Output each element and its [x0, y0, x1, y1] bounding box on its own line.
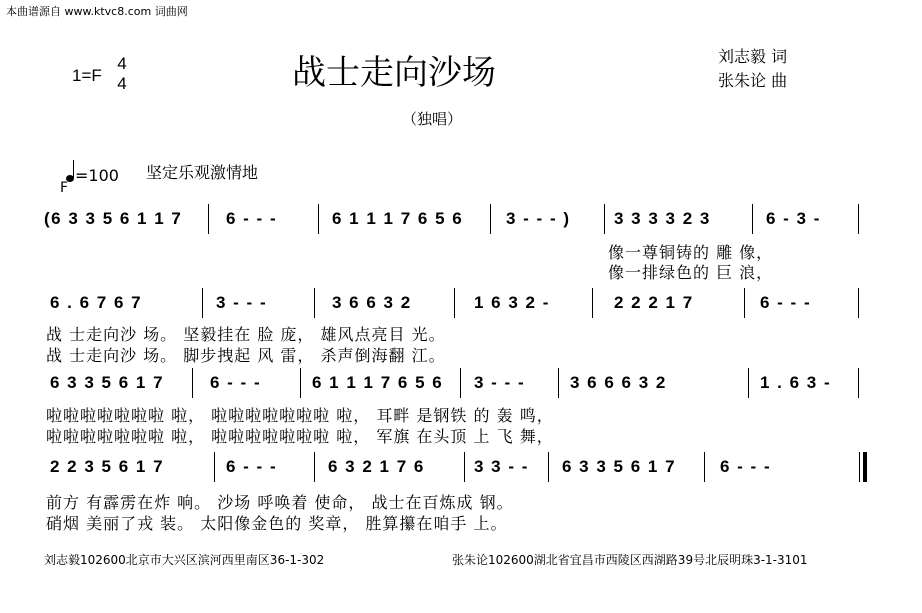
measure: 3 6 6 3 2 [332, 293, 412, 312]
measure: 6 3 2 1 7 6 [328, 457, 425, 476]
measure: 6 3 3 5 6 1 7 [50, 373, 165, 392]
source-header: 本曲谱源自 www.ktvc8.com 词曲网 [6, 5, 188, 18]
song-subtitle: （独唱） [402, 110, 463, 128]
staff-system-1 [44, 204, 862, 236]
lyric-line: 硝烟 美丽了戎 装。 太阳像金色的 奖章， 胜算攥在咱手 上。 [46, 514, 508, 533]
song-title: 战士走向沙场 [292, 53, 496, 93]
measure: (6 3 3 5 6 1 1 7 [44, 209, 183, 228]
staff-system-4 [44, 452, 862, 484]
staff-system-3 [44, 368, 862, 400]
measure: 3 - - - [216, 293, 268, 312]
lyricist-address: 刘志毅102600北京市大兴区滨河西里南区36-1-302 [44, 553, 325, 567]
measure: 6 - - - [226, 209, 278, 228]
time-signature [114, 54, 130, 94]
composer-address: 张朱论102600湖北省宜昌市西陵区西湖路39号北辰明珠3-1-3101 [452, 553, 808, 567]
measure: 2 2 3 5 6 1 7 [50, 457, 165, 476]
lyricist-credit: 刘志毅 词 [718, 47, 788, 66]
lyric-line: 啦啦啦啦啦啦啦 啦， 啦啦啦啦啦啦啦 啦， 耳畔 是钢铁 的 轰 鸣， [46, 406, 554, 425]
final-barline [859, 452, 867, 482]
measure: 6 3 3 5 6 1 7 [562, 457, 677, 476]
measure: 3 - - - [474, 373, 526, 392]
lyric-line: 前方 有霹雳在炸 响。 沙场 呼唤着 使命， 战士在百炼成 钢。 [46, 493, 514, 512]
tempo-marking [66, 166, 119, 185]
mood-marking: 坚定乐观激情地 [146, 163, 259, 182]
measure: 6 1 1 1 7 6 5 6 [332, 209, 464, 228]
measure: 3 - - - ) [506, 209, 571, 228]
lyric-line: 战 士走向沙 场。 脚步拽起 风 雷， 杀声倒海翻 江。 [46, 346, 446, 365]
lyric-line: 啦啦啦啦啦啦啦 啦， 啦啦啦啦啦啦啦 啦， 军旗 在头顶 上 飞 舞， [46, 427, 554, 446]
composer-credit: 张朱论 曲 [718, 71, 788, 90]
measure: 1 6 3 2 - [474, 293, 550, 312]
measure: 6 - - - [760, 293, 812, 312]
measure: 6 - - - [210, 373, 262, 392]
measure: 6 1 1 1 7 6 5 6 [312, 373, 444, 392]
measure: 1 . 6 3 - [760, 373, 832, 392]
key-signature: 1=F [72, 66, 102, 85]
measure: 6 - - - [226, 457, 278, 476]
measure: 2 2 2 1 7 [614, 293, 694, 312]
lyric-line: 像一尊铜铸的 雕 像， [608, 243, 774, 262]
tempo-value: =100 [75, 166, 119, 185]
tempo-f: F [60, 180, 69, 196]
staff-system-2 [44, 288, 862, 320]
time-signature-bottom: 4 [117, 74, 127, 93]
measure: 3 3 3 3 2 3 [614, 209, 711, 228]
lyric-line: 像一排绿色的 巨 浪， [608, 263, 774, 282]
measure: 6 . 6 7 6 7 [50, 293, 143, 312]
lyric-line: 战 士走向沙 场。 坚毅挂在 脸 庞， 雄风点亮目 光。 [46, 325, 446, 344]
measure: 3 3 - - [474, 457, 529, 476]
time-signature-top: 4 [117, 54, 127, 73]
measure: 6 - - - [720, 457, 772, 476]
measure: 6 - 3 - [766, 209, 821, 228]
measure: 3 6 6 6 3 2 [570, 373, 667, 392]
